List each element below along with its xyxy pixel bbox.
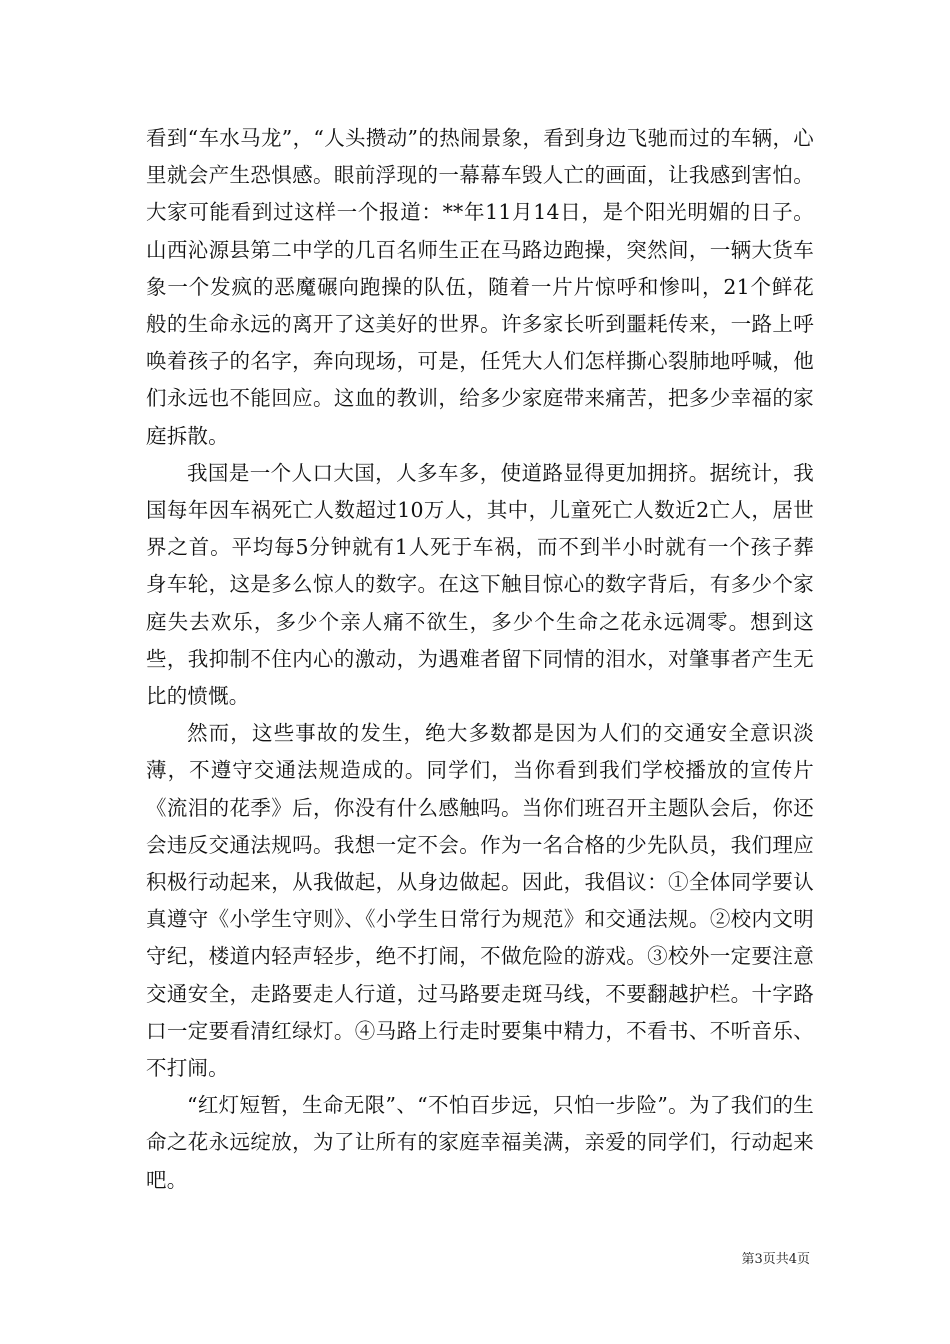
paragraph-3: 然而，这些事故的发生，绝大多数都是因为人们的交通安全意识淡薄，不遵守交通法规造成的。同学们，当你看到我们学校播放的宣传片《流泪的花季》后，你没有什么感触吗。当你们班召开主题队会后，你还会违反交通法规吗。我想一定不会。作为一名合格的少先队员，我们理应积极行动起来，从我做起，从身边做起。因此，我倡议：①全体同学要认真遵守《小学生守则》、《小学生日常行为规范》和交通法规。②校内文明守纪，楼道内轻声轻步，绝不打闹，不做危险的游戏。③校外一定要注意交通安全，走路要走人行道，过马路要走斑马线，不要翻越护栏。十字路口一定要看清红绿灯。④马路上行走时要集中精力，不看书、不听音乐、不打闹。 [146,721,814,1081]
paragraph-1: 看到“车水马龙”，“人头攒动”的热闹景象，看到身边飞驰而过的车辆，心里就会产生恐惧感。眼前浮现的一幕幕车毁人亡的画面，让我感到害怕。大家可能看到过这样一个报道：**年11月14日，是个阳光明媚的日子。山西沁源县第二中学的几百名师生正在马路边跑操，突然间，一辆大货车象一个发疯的恶魔碾向跑操的队伍，随着一片片惊呼和惨叫，21个鲜花般的生命永远的离开了这美好的世界。许多家长听到噩耗传来，一路上呼唤着孩子的名字，奔向现场，可是，任凭大人们怎样撕心裂肺地呼喊，他们永远也不能回应。这血的教训，给多少家庭带来痛苦，把多少幸福的家庭拆散。 [146,126,814,448]
page-number-footer: 第3页共4页 [741,1252,810,1267]
paragraph-4: “红灯短暂，生命无限”、“不怕百步远，只怕一步险”。为了我们的生命之花永远绽放，为了让所有的家庭幸福美满，亲爱的同学们，行动起来吧。 [146,1093,814,1192]
document-body [146,120,814,1199]
paragraph-2: 我国是一个人口大国，人多车多，使道路显得更加拥挤。据统计，我国每年因车祸死亡人数超过10万人，其中，儿童死亡人数近2亡人，居世界之首。平均每5分钟就有1人死于车祸，而不到半小时就有一个孩子葬身车轮，这是多么惊人的数字。在这下触目惊心的数字背后，有多少个家庭失去欢乐，多少个亲人痛不欲生，多少个生命之花永远凋零。想到这些，我抑制不住内心的激动，为遇难者留下同情的泪水，对肇事者产生无比的愤慨。 [146,460,814,709]
